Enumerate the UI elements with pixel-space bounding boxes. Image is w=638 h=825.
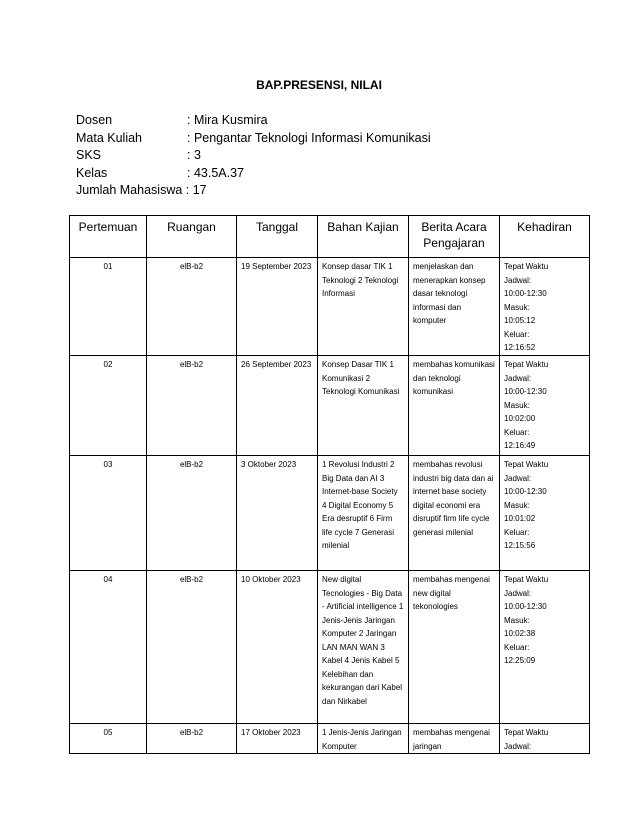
cell-ruangan: elB-b2 xyxy=(147,456,237,571)
cell-bahan-kajian: Konsep Dasar TIK 1 Komunikasi 2 Teknologi Komunikasi xyxy=(318,356,409,456)
cell-ruangan: elB-b2 xyxy=(147,258,237,356)
cell-berita-acara: membahas komunikasi dan teknologi komunikasi xyxy=(409,356,500,456)
cell-ruangan: elB-b2 xyxy=(147,724,237,754)
meta-row-sks xyxy=(76,147,431,165)
header-ruangan: Ruangan xyxy=(147,216,237,258)
cell-bahan-kajian: New digital Tecnologies - Big Data - Artificial intelligence 1 Jenis-Jenis Jaringan Komputer 2 Jaringan LAN MAN WAN 3 Kabel 4 Jenis Kabel 5 Kelebihan dan kekurangan dari Kabel dan Nirkabel xyxy=(318,571,409,724)
cell-berita-acara: menjelaskan dan menerapkan konsep dasar teknologi informasi dan komputer xyxy=(409,258,500,356)
table-header-row xyxy=(70,216,590,258)
kehadiran-jadwal-label: Jadwal: xyxy=(504,275,532,285)
kehadiran-masuk: 10:02:00 xyxy=(504,414,536,423)
cell-pertemuan: 01 xyxy=(70,258,147,356)
cell-tanggal: 10 Oktober 2023 xyxy=(237,571,318,724)
meta-label: SKS xyxy=(76,148,102,162)
cell-tanggal: 19 September 2023 xyxy=(237,258,318,356)
kehadiran-status: Tepat Waktu xyxy=(504,575,549,584)
cell-ruangan: elB-b2 xyxy=(147,571,237,724)
meta-row-kelas xyxy=(76,165,431,183)
jumlah-mahasiswa: Jumlah Mahasiswa : 17 xyxy=(76,183,207,197)
cell-pertemuan: 04 xyxy=(70,571,147,724)
kehadiran-status: Tepat Waktu xyxy=(504,728,549,737)
meta-row-mata-kuliah xyxy=(76,130,431,148)
cell-berita-acara: membahas revolusi industri big data dan ai internet base society digital economi era disruptif firm life cycle generasi milenial xyxy=(409,456,500,571)
kehadiran-keluar: 12:16:52 xyxy=(504,343,536,352)
table-row xyxy=(70,571,590,724)
meta-label: Dosen xyxy=(76,113,113,127)
cell-pertemuan: 03 xyxy=(70,456,147,571)
cell-kehadiran xyxy=(500,456,590,571)
kehadiran-keluar-label: Keluar: xyxy=(504,427,530,437)
cell-tanggal: 26 September 2023 xyxy=(237,356,318,456)
meta-value: : Mira Kusmira xyxy=(187,113,268,127)
attendance-table xyxy=(69,215,590,754)
kehadiran-masuk: 10:05:12 xyxy=(504,316,536,325)
header-berita-acara: Berita Acara Pengajaran xyxy=(409,216,500,258)
kehadiran-keluar: 12:15:56 xyxy=(504,541,536,550)
meta-label: Mata Kuliah xyxy=(76,130,143,145)
table-row xyxy=(70,724,590,754)
meta-row-dosen xyxy=(76,112,431,130)
page-title: BAP.PRESENSI, NILAI xyxy=(256,78,382,92)
kehadiran-jadwal: 10:00-12:30 xyxy=(504,387,547,396)
kehadiran-jadwal: 10:00-12:30 xyxy=(504,602,547,611)
cell-tanggal: 17 Oktober 2023 xyxy=(237,724,318,754)
kehadiran-masuk-label: Masuk: xyxy=(504,500,530,510)
kehadiran-jadwal-label: Jadwal: xyxy=(504,741,532,751)
kehadiran-keluar-label: Keluar: xyxy=(504,527,530,537)
table-row xyxy=(70,356,590,456)
kehadiran-keluar: 12:16:49 xyxy=(504,441,536,450)
cell-pertemuan: 02 xyxy=(70,356,147,456)
cell-bahan-kajian: 1 Jenis-Jenis Jaringan Komputer xyxy=(318,724,409,754)
kehadiran-masuk: 10:02:38 xyxy=(504,629,536,638)
table-row xyxy=(70,258,590,356)
course-info xyxy=(76,112,431,200)
kehadiran-status: Tepat Waktu xyxy=(504,460,549,469)
kehadiran-jadwal-label: Jadwal: xyxy=(504,373,532,383)
kehadiran-jadwal-label: Jadwal: xyxy=(504,588,532,598)
cell-berita-acara: membahas mengenai new digital tekonologies xyxy=(409,571,500,724)
cell-pertemuan: 05 xyxy=(70,724,147,754)
table-row xyxy=(70,456,590,571)
kehadiran-masuk-label: Masuk: xyxy=(504,302,530,312)
cell-kehadiran xyxy=(500,724,590,754)
kehadiran-masuk-label: Masuk: xyxy=(504,400,530,410)
kehadiran-jadwal: 10:00-12:30 xyxy=(504,487,547,496)
header-bahan-kajian: Bahan Kajian xyxy=(318,216,409,258)
kehadiran-keluar-label: Keluar: xyxy=(504,642,530,652)
header-kehadiran: Kehadiran xyxy=(500,216,590,258)
header-tanggal: Tanggal xyxy=(237,216,318,258)
kehadiran-keluar: 12:25:09 xyxy=(504,656,536,665)
meta-label: Kelas xyxy=(76,165,108,180)
kehadiran-jadwal: 10:00-12:30 xyxy=(504,289,547,298)
cell-kehadiran xyxy=(500,356,590,456)
kehadiran-keluar-label: Keluar: xyxy=(504,329,530,339)
kehadiran-status: Tepat Waktu xyxy=(504,262,549,271)
kehadiran-masuk-label: Masuk: xyxy=(504,615,530,625)
kehadiran-jadwal-label: Jadwal: xyxy=(504,473,532,483)
cell-bahan-kajian: Konsep dasar TIK 1 Teknologi 2 Teknologi Informasi xyxy=(318,258,409,356)
cell-berita-acara: membahas mengenai jaringan xyxy=(409,724,500,754)
kehadiran-status: Tepat Waktu xyxy=(504,360,549,369)
meta-value: : 3 xyxy=(187,148,201,162)
header-pertemuan: Pertemuan xyxy=(70,216,147,258)
cell-kehadiran xyxy=(500,571,590,724)
cell-bahan-kajian: 1 Revolusi Industri 2 Big Data dan AI 3 Internet-base Society 4 Digital Economy 5 Era desruptif 6 Firm life cycle 7 Generasi milenial xyxy=(318,456,409,571)
cell-tanggal: 3 Oktober 2023 xyxy=(237,456,318,571)
meta-value: : 43.5A.37 xyxy=(187,165,244,180)
cell-kehadiran xyxy=(500,258,590,356)
meta-value: : Pengantar Teknologi Informasi Komunikasi xyxy=(187,130,431,145)
kehadiran-masuk: 10:01:02 xyxy=(504,514,536,523)
cell-ruangan: elB-b2 xyxy=(147,356,237,456)
